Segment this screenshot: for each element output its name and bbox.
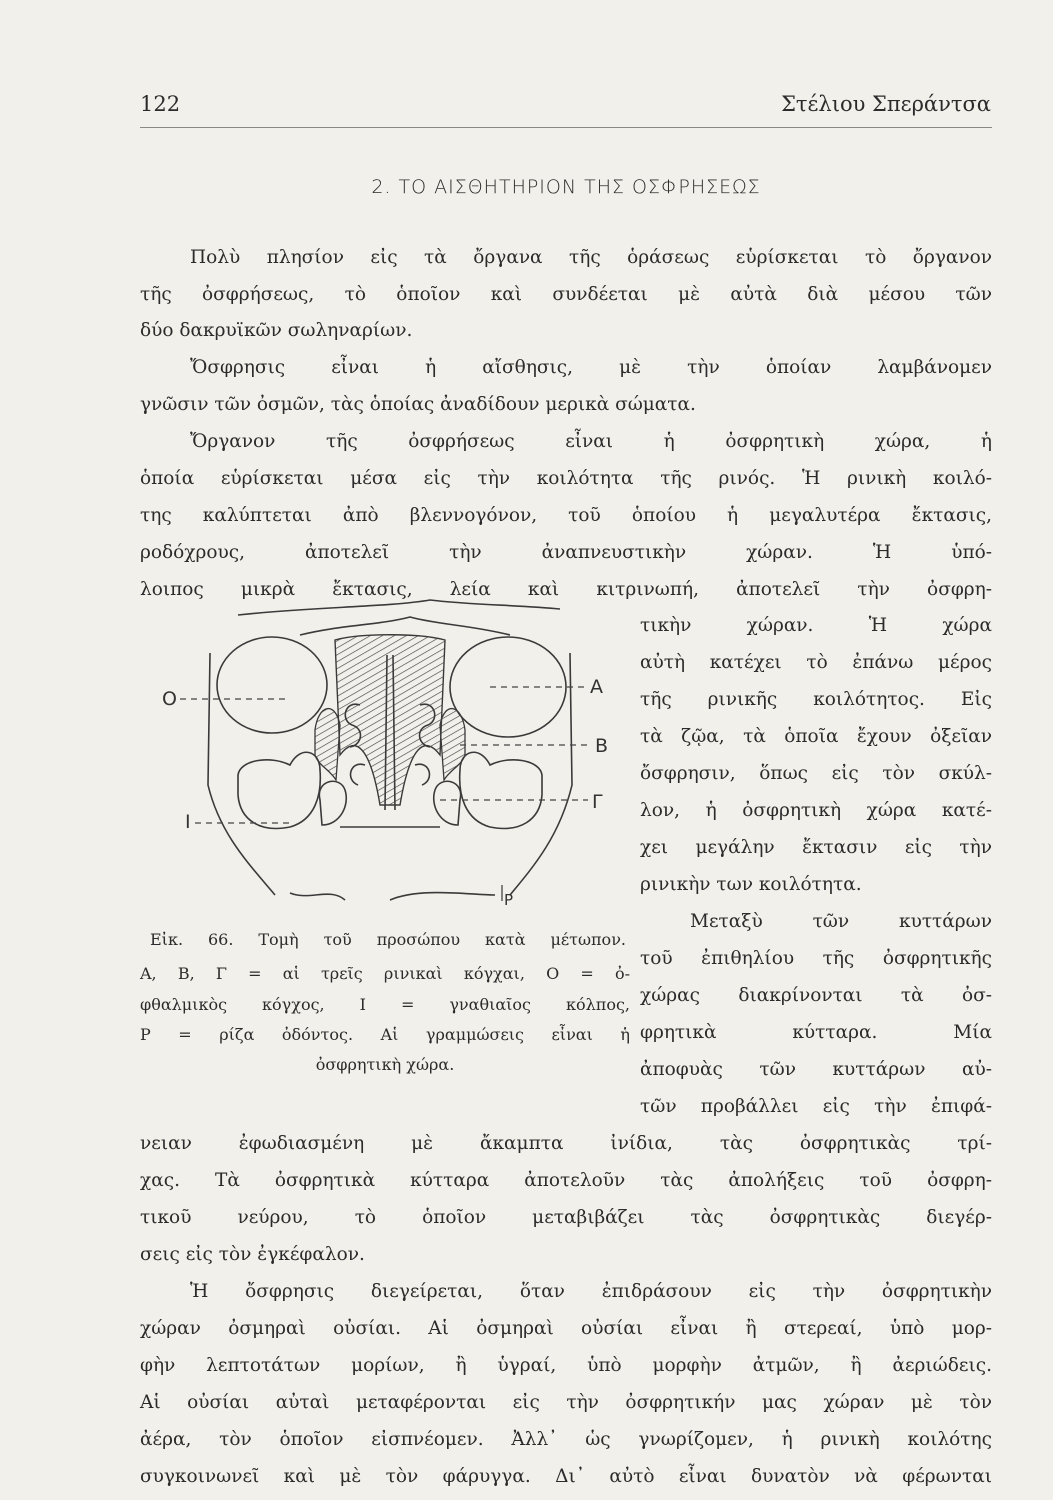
text-line: Ἡ ὄσφρησις διεγείρεται, ὅταν ἐπιδράσουν εἰς τὴν ὀσφρητικὴν: [190, 1281, 992, 1302]
side-text-line: τῶν προβάλλει εἰς τὴν ἐπιφά-: [640, 1096, 992, 1117]
figure-caption-line: Ρ = ρίζα ὀδόντος. Αἱ γραμμώσεις εἶναι ἡ: [140, 1025, 630, 1044]
figure-label-i: I: [185, 811, 191, 833]
figure-label-a: A: [590, 676, 603, 698]
side-text-line: χώρας διακρίνονται τὰ ὀσ-: [640, 985, 992, 1006]
figure-label-p: P: [504, 891, 514, 909]
face-outline-right: [510, 653, 572, 895]
face-outline-left: [208, 653, 275, 895]
text-line: νειαν ἐφωδιασμένη μὲ ἄκαμπτα ἰνίδια, τὰς ὀσφρητικὰς τρί-: [140, 1133, 992, 1154]
figure-label-b: B: [595, 735, 609, 757]
text-line: Ὄργανον τῆς ὀσφρήσεως εἶναι ἡ ὀσφρητικὴ χώρα, ἡ: [190, 431, 992, 452]
text-line: σεις εἰς τὸν ἐγκέφαλον.: [140, 1244, 365, 1265]
text-line: ἀέρα, τὸν ὁποῖον εἰσπνέομεν. Ἀλλ᾽ ὡς γνωρίζομεν, ἡ ρινικὴ κοιλότης: [140, 1429, 992, 1450]
text-line: συγκοινωνεῖ καὶ μὲ τὸν φάρυγγα. Δι᾽ αὐτὸ εἶναι δυνατὸν νὰ φέρωνται: [140, 1466, 992, 1487]
maxillary-sinus-right: [460, 752, 542, 828]
side-text-line: ρινικὴν των κοιλότητα.: [640, 874, 862, 895]
text-line: Ὄσφρησις εἶναι ἡ αἴσθησις, μὲ τὴν ὁποίαν λαμβάνομεν: [190, 357, 992, 378]
figure-label-o: O: [162, 688, 177, 710]
section-title: 2. ΤΟ ΑΙΣΘΗΤΗΡΙΟΝ ΤΗΣ ΟΣΦΡΗΣΕΩΣ: [371, 176, 761, 198]
inferior-concha-left: [319, 781, 346, 825]
side-text-line: λον, ἡ ὀσφρητικὴ χώρα κατέ-: [640, 800, 992, 821]
text-line: φὴν λεπτοτάτων μορίων, ἢ ὑγραί, ὑπὸ μορφὴν ἀτμῶν, ἢ ἀεριώδεις.: [140, 1355, 992, 1376]
figure-label-g: Γ: [592, 791, 603, 813]
header-rule: [140, 127, 992, 128]
text-line: δύο δακρυϊκῶν σωληναρίων.: [140, 320, 413, 341]
text-line: λοιπος μικρὰ ἔκτασις, λεία καὶ κιτρινωπή, ἀποτελεῖ τὴν ὀσφρη-: [140, 579, 992, 600]
side-text-line: τὰ ζῷα, τὰ ὁποῖα ἔχουν ὀξεῖαν: [640, 726, 992, 747]
side-text-line: Μεταξὺ τῶν κυττάρων: [690, 911, 992, 932]
text-line: Πολὺ πλησίον εἰς τὰ ὄργανα τῆς ὁράσεως εὑρίσκεται τὸ ὄργανον: [190, 247, 992, 268]
skull-contour-inner: [300, 617, 510, 635]
text-line: ροδόχρους, ἀποτελεῖ τὴν ἀναπνευστικὴν χώραν. Ἡ ὑπό-: [140, 542, 992, 563]
skull-contour: [238, 600, 560, 615]
figure-caption-line: ὀσφρητικὴ χώρα.: [315, 1055, 455, 1074]
side-text-line: τῆς ρινικῆς κοιλότητος. Εἰς: [640, 689, 992, 710]
running-header-author: Στέλιου Σπεράντσα: [781, 92, 991, 116]
figure-caption-line: φθαλμικὸς κόγχος, Ι = γναθιαῖος κόλπος,: [140, 995, 630, 1014]
side-text-line: φρητικὰ κύτταρα. Μία: [640, 1022, 992, 1043]
nasal-cross-section-figure: [140, 595, 620, 915]
side-text-line: τικὴν χώραν. Ἡ χώρα: [640, 615, 992, 636]
text-line: της καλύπτεται ἀπὸ βλεννογόνον, τοῦ ὁποίου ἡ μεγαλυτέρα ἔκτασις,: [140, 505, 992, 526]
text-line: τικοῦ νεύρου, τὸ ὁποῖον μεταβιβάζει τὰς ὀσφρητικὰς διεγέρ-: [140, 1207, 992, 1228]
side-text-line: χει μεγάλην ἔκτασιν εἰς τὴν: [640, 837, 992, 858]
inferior-concha-right: [434, 781, 461, 825]
side-text-line: ὄσφρησιν, ὅπως εἰς τὸν σκύλ-: [640, 763, 992, 784]
maxillary-sinus-left: [238, 752, 320, 828]
page-number: 122: [140, 92, 181, 116]
text-line: γνῶσιν τῶν ὀσμῶν, τὰς ὁποίας ἀναδίδουν μερικὰ σώματα.: [140, 394, 696, 415]
text-line: χας. Τὰ ὀσφρητικὰ κύτταρα ἀποτελοῦν τὰς ἀπολήξεις τοῦ ὀσφρη-: [140, 1170, 992, 1191]
text-line: ὁποία εὑρίσκεται μέσα εἰς τὴν κοιλότητα τῆς ρινός. Ἡ ρινικὴ κοιλό-: [140, 468, 992, 489]
side-text-line: αὐτὴ κατέχει τὸ ἐπάνω μέρος: [640, 652, 992, 673]
figure-caption-line: Εἰκ. 66. Τομὴ τοῦ προσώπου κατὰ μέτωπον.: [150, 930, 626, 949]
text-line: τῆς ὀσφρήσεως, τὸ ὁποῖον καὶ συνδέεται μὲ αὐτὰ διὰ μέσου τῶν: [140, 284, 992, 305]
side-text-line: τοῦ ἐπιθηλίου τῆς ὀσφρητικῆς: [640, 948, 992, 969]
text-line: χώραν ὀσμηραὶ οὐσίαι. Αἱ ὀσμηραὶ οὐσίαι εἶναι ἢ στερεαί, ὑπὸ μορ-: [140, 1318, 992, 1339]
orbit-left: [217, 637, 327, 733]
figure-caption-line: Α, Β, Γ = αἱ τρεῖς ρινικαὶ κόγχαι, Ο = ὀ-: [140, 964, 630, 983]
side-text-line: ἀποφυὰς τῶν κυττάρων αὐ-: [640, 1059, 992, 1080]
text-line: Αἱ οὐσίαι αὐταὶ μεταφέρονται εἰς τὴν ὀσφρητικήν μας χώραν μὲ τὸν: [140, 1392, 992, 1413]
